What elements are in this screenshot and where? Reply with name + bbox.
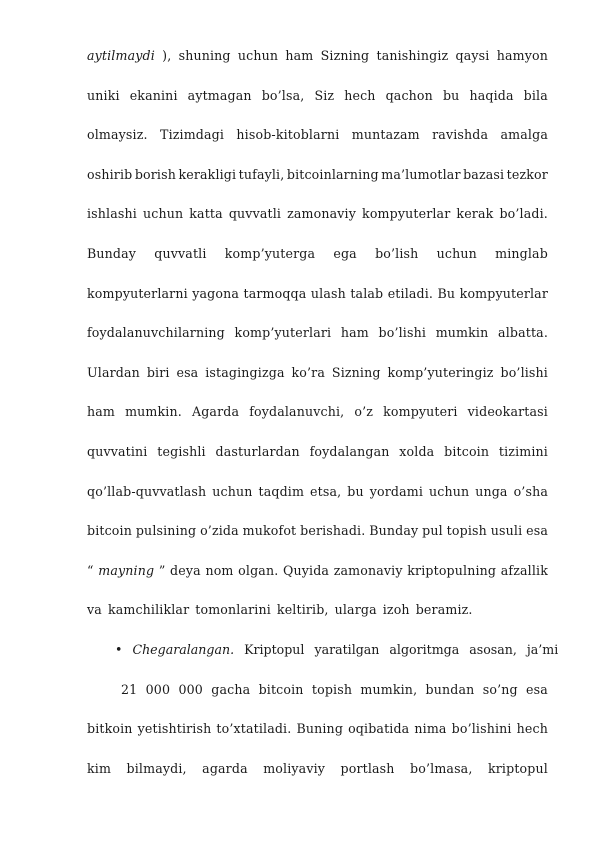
word: foydalangan [309, 443, 390, 459]
word: yaratilgan [314, 641, 380, 657]
word: hisob-kitoblarni [236, 127, 340, 143]
word: portlash [340, 760, 395, 776]
word: algoritmga [389, 641, 460, 657]
word: bazasi [463, 166, 505, 182]
word: uchun [212, 483, 253, 499]
word: oqibatida [348, 721, 410, 737]
word: bo’lishi [500, 364, 548, 380]
word: agarda [202, 760, 248, 776]
text-line [87, 602, 548, 642]
word: olgan. [238, 562, 279, 578]
word: qachon [385, 87, 433, 103]
word: tarmoqqa [243, 285, 307, 301]
word: asosan, [469, 641, 517, 657]
word: borish [134, 166, 176, 182]
word: Bu [437, 285, 456, 301]
word: qo’llab-quvvatlash [87, 483, 207, 499]
word: uchun [428, 483, 470, 499]
word: bo’lmasa, [410, 760, 473, 776]
text-line [87, 563, 548, 603]
word: yordami [369, 483, 424, 499]
word: unga [475, 483, 508, 499]
word: ularga [334, 602, 377, 618]
word: kompyuterlar [362, 206, 451, 222]
word: pul [422, 523, 443, 539]
word: olmaysiz. [87, 127, 148, 143]
word: nom [205, 562, 234, 578]
word: bu [442, 87, 460, 103]
word: dasturlardan [215, 443, 300, 459]
word: bo’ladi. [499, 206, 548, 222]
word: ega [333, 245, 357, 261]
word: yagona [192, 285, 240, 301]
text-line [87, 721, 548, 761]
word: esa [526, 523, 548, 539]
document-page [87, 48, 559, 800]
word: oshirib [87, 166, 133, 182]
word: to’xtatiladi. [216, 721, 292, 737]
word: ham [340, 325, 369, 341]
word: ham [285, 48, 314, 63]
word: uchun [142, 206, 184, 222]
word: mayning [98, 562, 155, 578]
word: etsa, [310, 483, 342, 499]
text-line [87, 246, 548, 286]
word: bitcoin [258, 681, 304, 697]
word: zamonaviy [287, 206, 356, 222]
word: moliyaviy [263, 760, 326, 776]
word: pulsining [135, 523, 197, 539]
word: tezkor [506, 166, 548, 182]
word: ko’ra [291, 364, 326, 380]
word: hech [516, 721, 548, 737]
word: 000 [178, 681, 203, 697]
word: Quyida [283, 562, 330, 578]
word: bitcoinlarning [286, 166, 379, 182]
word: ma’lumotlar [381, 166, 461, 182]
word: Buning [296, 721, 344, 737]
word: ekanini [129, 87, 178, 103]
text-line [87, 206, 548, 246]
word: mumkin [435, 325, 489, 341]
word: o’zida [200, 523, 239, 539]
word: quvvatli [228, 206, 282, 222]
word: minglab [495, 245, 548, 261]
word: taqdim [258, 483, 305, 499]
word: bo’lsa, [261, 87, 305, 103]
word: deya [170, 562, 201, 578]
word: beramiz. [415, 602, 473, 618]
word: uniki [87, 87, 120, 103]
word: Chegaralangan. [132, 641, 235, 657]
word: shuning [178, 48, 231, 63]
text-line [87, 127, 548, 167]
text-line [87, 286, 548, 326]
word: • [115, 641, 123, 657]
word: topish [446, 523, 487, 539]
word: kompyuterlarni [87, 285, 188, 301]
text-line [87, 404, 548, 444]
word: 000 [145, 681, 171, 697]
word: kamchiliklar [107, 602, 190, 618]
word: esa [526, 681, 548, 697]
word: izoh [382, 602, 410, 618]
word: tufayli, [238, 166, 285, 182]
word: ), [162, 48, 172, 63]
word: uchun [436, 245, 477, 261]
word: bo’lish [375, 245, 419, 261]
word: hech [344, 87, 376, 103]
word: kompyuteri [383, 404, 458, 420]
text-line [87, 48, 548, 88]
word: zamonaviy [333, 562, 403, 578]
word: keltirib, [276, 602, 329, 618]
text-line [87, 325, 548, 365]
word: Tizimdagi [160, 127, 225, 143]
word: esa [176, 364, 199, 380]
word: tanishingiz [376, 48, 449, 63]
word: talab [350, 285, 384, 301]
word: qaysi [455, 48, 490, 63]
word: mumkin, [360, 681, 418, 697]
word: foydalanuvchilarning [87, 325, 225, 341]
word: topish [311, 681, 353, 697]
word: komp’yuterlari [234, 325, 332, 341]
word: mumkin. [125, 404, 182, 420]
word: Bunday [87, 245, 137, 261]
word: o’sha [513, 483, 548, 499]
word: Sizning [331, 364, 381, 380]
word: bundan [425, 681, 475, 697]
word: bitcoin [444, 443, 490, 459]
text-line [87, 88, 548, 128]
word: “ [87, 562, 94, 578]
word: ulash [310, 285, 346, 301]
word: xolda [399, 443, 435, 459]
word: biri [146, 364, 170, 380]
word: bilmaydi, [126, 760, 187, 776]
word: foydalanuvchi, [249, 404, 345, 420]
text-line [87, 523, 548, 563]
text-line [87, 365, 548, 405]
word: bo’lishi [378, 325, 427, 341]
word: bo’lishini [451, 721, 512, 737]
word: ravishda [432, 127, 489, 143]
text-line [87, 761, 548, 801]
word: Ulardan [87, 364, 140, 380]
word: albatta. [498, 325, 548, 341]
word: Bunday [369, 523, 419, 539]
word: Kriptopul [244, 641, 305, 657]
word: ” [158, 562, 166, 578]
word: afzallik [500, 562, 548, 578]
word: hamyon [496, 48, 548, 63]
word: ishlashi [87, 206, 137, 222]
word: etiladi. [387, 285, 434, 301]
word: komp’yuteringiz [387, 364, 494, 380]
word: ja’mi [526, 641, 559, 657]
text-line [87, 641, 559, 682]
word: nima [414, 721, 447, 737]
word: uchun [237, 48, 279, 63]
word: videokartasi [467, 404, 548, 420]
word: katta [189, 206, 223, 222]
word: bitcoin [87, 523, 132, 539]
word: Agarda [191, 404, 240, 420]
word: usuli [490, 523, 523, 539]
word: so’ng [482, 681, 518, 697]
word: bu [347, 483, 364, 499]
word: tizimini [498, 443, 548, 459]
word: amalga [500, 127, 548, 143]
word: ham [87, 404, 116, 420]
text-line [87, 444, 548, 484]
word: tomonlarini [195, 602, 271, 618]
word: muntazam [351, 127, 420, 143]
word: mukofot [242, 523, 297, 539]
word: quvvatli [154, 245, 207, 261]
word: yetishtirish [137, 721, 212, 737]
word: haqida [469, 87, 514, 103]
word: berishadi. [300, 523, 366, 539]
word: kerakligi [178, 166, 237, 182]
word: va [87, 602, 102, 618]
word: bitkoin [87, 721, 133, 737]
word: komp’yuterga [224, 245, 316, 261]
word: o’z [354, 404, 374, 420]
word: kerak [456, 206, 494, 222]
text-line [87, 484, 548, 524]
word: quvvatini [87, 443, 148, 459]
word: kompyuterlar [459, 285, 548, 301]
word: kriptopul [487, 760, 548, 776]
word: gacha [211, 681, 251, 697]
word: kriptopulning [407, 562, 497, 578]
word: kim [87, 760, 112, 776]
word: bila [523, 87, 548, 103]
word: Sizning [320, 48, 370, 63]
word: istagingizga [205, 364, 285, 380]
word: aytilmaydi [87, 48, 155, 63]
text-line [87, 167, 548, 207]
word: aytmagan [187, 87, 252, 103]
word: 21 [121, 681, 138, 697]
word: Siz [314, 87, 335, 103]
word: tegishli [157, 443, 206, 459]
text-line [87, 682, 548, 722]
